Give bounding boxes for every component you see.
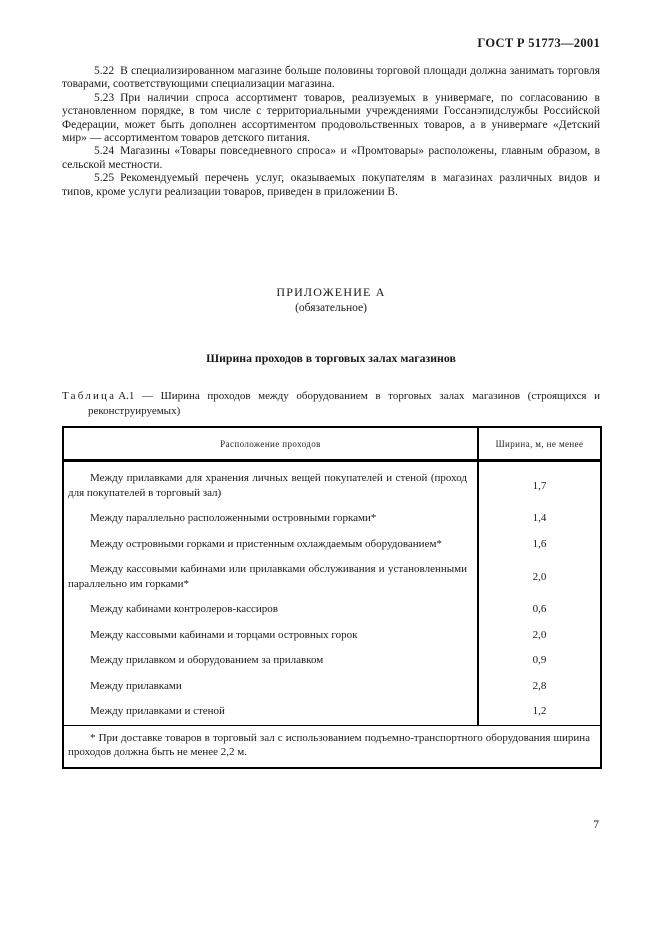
appendix-label: ПРИЛОЖЕНИЕ А: [276, 285, 386, 300]
table-row: [63, 532, 601, 558]
table-caption: [62, 389, 600, 419]
paragraph-text: В специализированном магазине больше половины торговой площади должна занимать торговля товарами, соответствующими специализации магазина.: [62, 65, 600, 91]
row-value: 1,4: [478, 506, 601, 532]
paragraph-text: Магазины «Товары повседневного спроса» и «Промтовары» расположены, главным образом, в сельской местности.: [62, 145, 600, 171]
table-row: [63, 699, 601, 725]
row-label: Между кабинами контролеров-кассиров: [63, 597, 478, 623]
row-value: 2,0: [478, 623, 601, 649]
row-label: Между прилавками и стеной: [63, 699, 478, 725]
row-label: Между параллельно расположенными островными горками*: [63, 506, 478, 532]
paragraph-number: 5.23: [94, 91, 115, 104]
row-label: Между прилавками: [63, 674, 478, 700]
table-footnote-row: [63, 725, 601, 768]
paragraph-number: 5.22: [94, 65, 115, 77]
table-caption-number: А.1: [118, 390, 135, 403]
row-label: Между кассовыми кабинами и торцами островных горок: [63, 623, 478, 649]
paragraph-text: Рекомендуемый перечень услуг, оказываемых покупателям в магазинах различных видов и типов, кроме услуги реализации товаров, приведен в приложении В.: [62, 172, 600, 198]
row-value: 0,9: [478, 648, 601, 674]
table-caption-word: Таблица: [62, 390, 117, 403]
table-row: [63, 648, 601, 674]
row-label: Между прилавками для хранения личных вещей покупателей и стеной (проход для покупателей в торговый зал): [63, 461, 478, 507]
appendix-heading: [62, 284, 600, 316]
row-label: Между прилавком и оборудованием за прилавком: [63, 648, 478, 674]
table-caption-text: — Ширина проходов между оборудованием в торговых залах магазинов (строящихся и реконструируемых): [88, 390, 601, 418]
paragraph-number: 5.25: [94, 172, 115, 185]
row-value: 1,7: [478, 461, 601, 507]
row-label: Между кассовыми кабинами или прилавками обслуживания и установленными параллельно им горками*: [63, 557, 478, 597]
row-value: 0,6: [478, 597, 601, 623]
paragraph-5-24: [62, 145, 600, 172]
paragraph-number: 5.24: [94, 145, 115, 158]
appendix-type: (обязательное): [295, 302, 367, 315]
table-header: [63, 427, 601, 461]
table-row: [63, 623, 601, 649]
table-body: [63, 461, 601, 768]
row-value: 1,6: [478, 532, 601, 558]
table-row: [63, 461, 601, 507]
column-header-width: Ширина, м, не менее: [478, 427, 601, 461]
widths-table: [62, 426, 602, 769]
table-row: [63, 506, 601, 532]
row-value: 2,0: [478, 557, 601, 597]
section-title: Ширина проходов в торговых залах магазинов: [206, 351, 456, 366]
table-row: [63, 597, 601, 623]
paragraph-5-22: [62, 65, 600, 92]
row-label: Между островными горками и пристенным охлаждаемым оборудованием*: [63, 532, 478, 558]
doc-number: ГОСТ Р 51773—2001: [477, 36, 600, 50]
body-text-block: [62, 65, 600, 199]
row-value: 1,2: [478, 699, 601, 725]
page-number: 7: [593, 819, 599, 831]
table-footnote: * При доставке товаров в торговый зал с использованием подъемно-транспортного оборудования ширина проходов должна быть не менее 2,2 м.: [63, 725, 601, 768]
paragraph-text: При наличии спроса ассортимент товаров, реализуемых в универмаге, по согласованию в установленном порядке, в том числе с территориальными учреждениями Госсанэпидслужбы Российской Федерации, может быть дополнен ассортиментом продовольственных товаров, а в универмаге «Детский мир» — ассортиментом товаров детского питания.: [62, 91, 600, 145]
paragraph-5-23: [62, 92, 600, 146]
column-header-location: Расположение проходов: [63, 427, 478, 461]
table-header-row: [63, 427, 601, 461]
row-value: 2,8: [478, 674, 601, 700]
table-row: [63, 674, 601, 700]
table-row: [63, 557, 601, 597]
paragraph-5-25: [62, 172, 600, 199]
